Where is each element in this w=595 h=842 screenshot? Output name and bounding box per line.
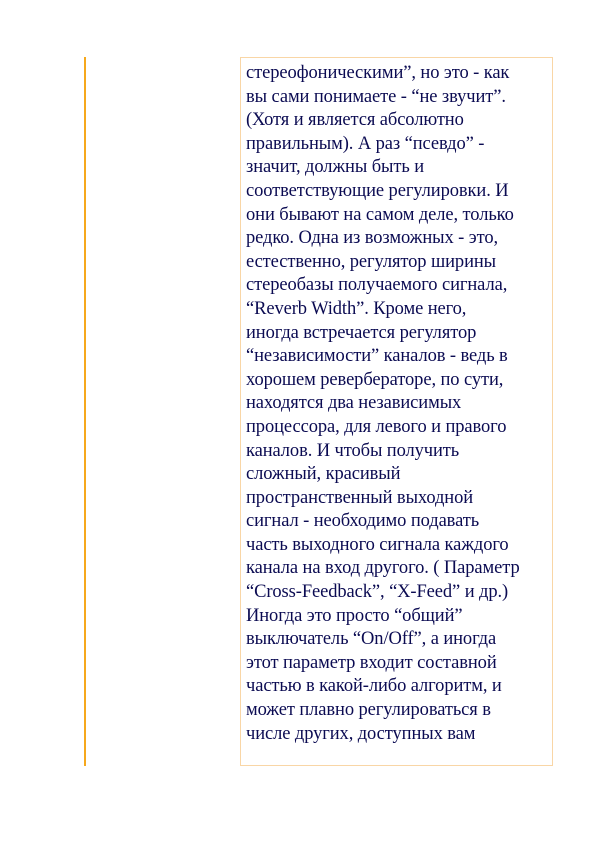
text-line: пространственный выходной bbox=[246, 487, 474, 508]
text-line: правильным). А раз “псевдо” - bbox=[246, 133, 485, 154]
text-line: вы сами понимаете - “не звучит”. bbox=[246, 86, 506, 107]
text-line: “независимости” каналов - ведь в bbox=[246, 346, 508, 367]
text-line: находятся два независимых bbox=[246, 393, 462, 414]
text-line: процессора, для левого и правого bbox=[246, 416, 507, 437]
text-line: частью в какой-либо алгоритм, и bbox=[246, 676, 502, 697]
text-line: Иногда это просто “общий” bbox=[246, 605, 463, 626]
text-line: “Reverb Width”. Кроме него, bbox=[246, 298, 467, 319]
text-line: числе других, доступных вам bbox=[246, 723, 476, 744]
text-line: выключатель “On/Off”, а иногда bbox=[246, 629, 497, 650]
text-line: стереобазы получаемого сигнала, bbox=[246, 275, 508, 296]
text-frame bbox=[240, 57, 553, 766]
text-line: сигнал - необходимо подавать bbox=[246, 511, 480, 532]
text-line: каналов. И чтобы получить bbox=[246, 440, 460, 461]
text-line: этот параметр входит составной bbox=[246, 652, 497, 673]
text-line: (Хотя и является абсолютно bbox=[246, 110, 464, 131]
body-text bbox=[246, 62, 551, 746]
text-line: естественно, регулятор ширины bbox=[246, 251, 496, 272]
text-line: соответствующие регулировки. И bbox=[246, 180, 509, 201]
text-line: иногда встречается регулятор bbox=[246, 322, 477, 343]
text-line: канала на вход другого. ( Параметр bbox=[246, 558, 520, 579]
margin-rule bbox=[84, 57, 86, 766]
text-line: часть выходного сигнала каждого bbox=[246, 534, 509, 555]
text-line: стереофоническими”, но это - как bbox=[246, 63, 510, 83]
text-line: сложный, красивый bbox=[246, 464, 401, 485]
text-line: хорошем ревербераторе, по сути, bbox=[246, 369, 504, 390]
text-line: они бывают на самом деле, только bbox=[246, 204, 514, 225]
text-line: “Cross-Feedback”, “X-Feed” и др.) bbox=[246, 582, 509, 603]
text-line: может плавно регулироваться в bbox=[246, 700, 491, 721]
text-line: значит, должны быть и bbox=[246, 157, 425, 178]
text-line: редко. Одна из возможных - это, bbox=[246, 228, 499, 249]
